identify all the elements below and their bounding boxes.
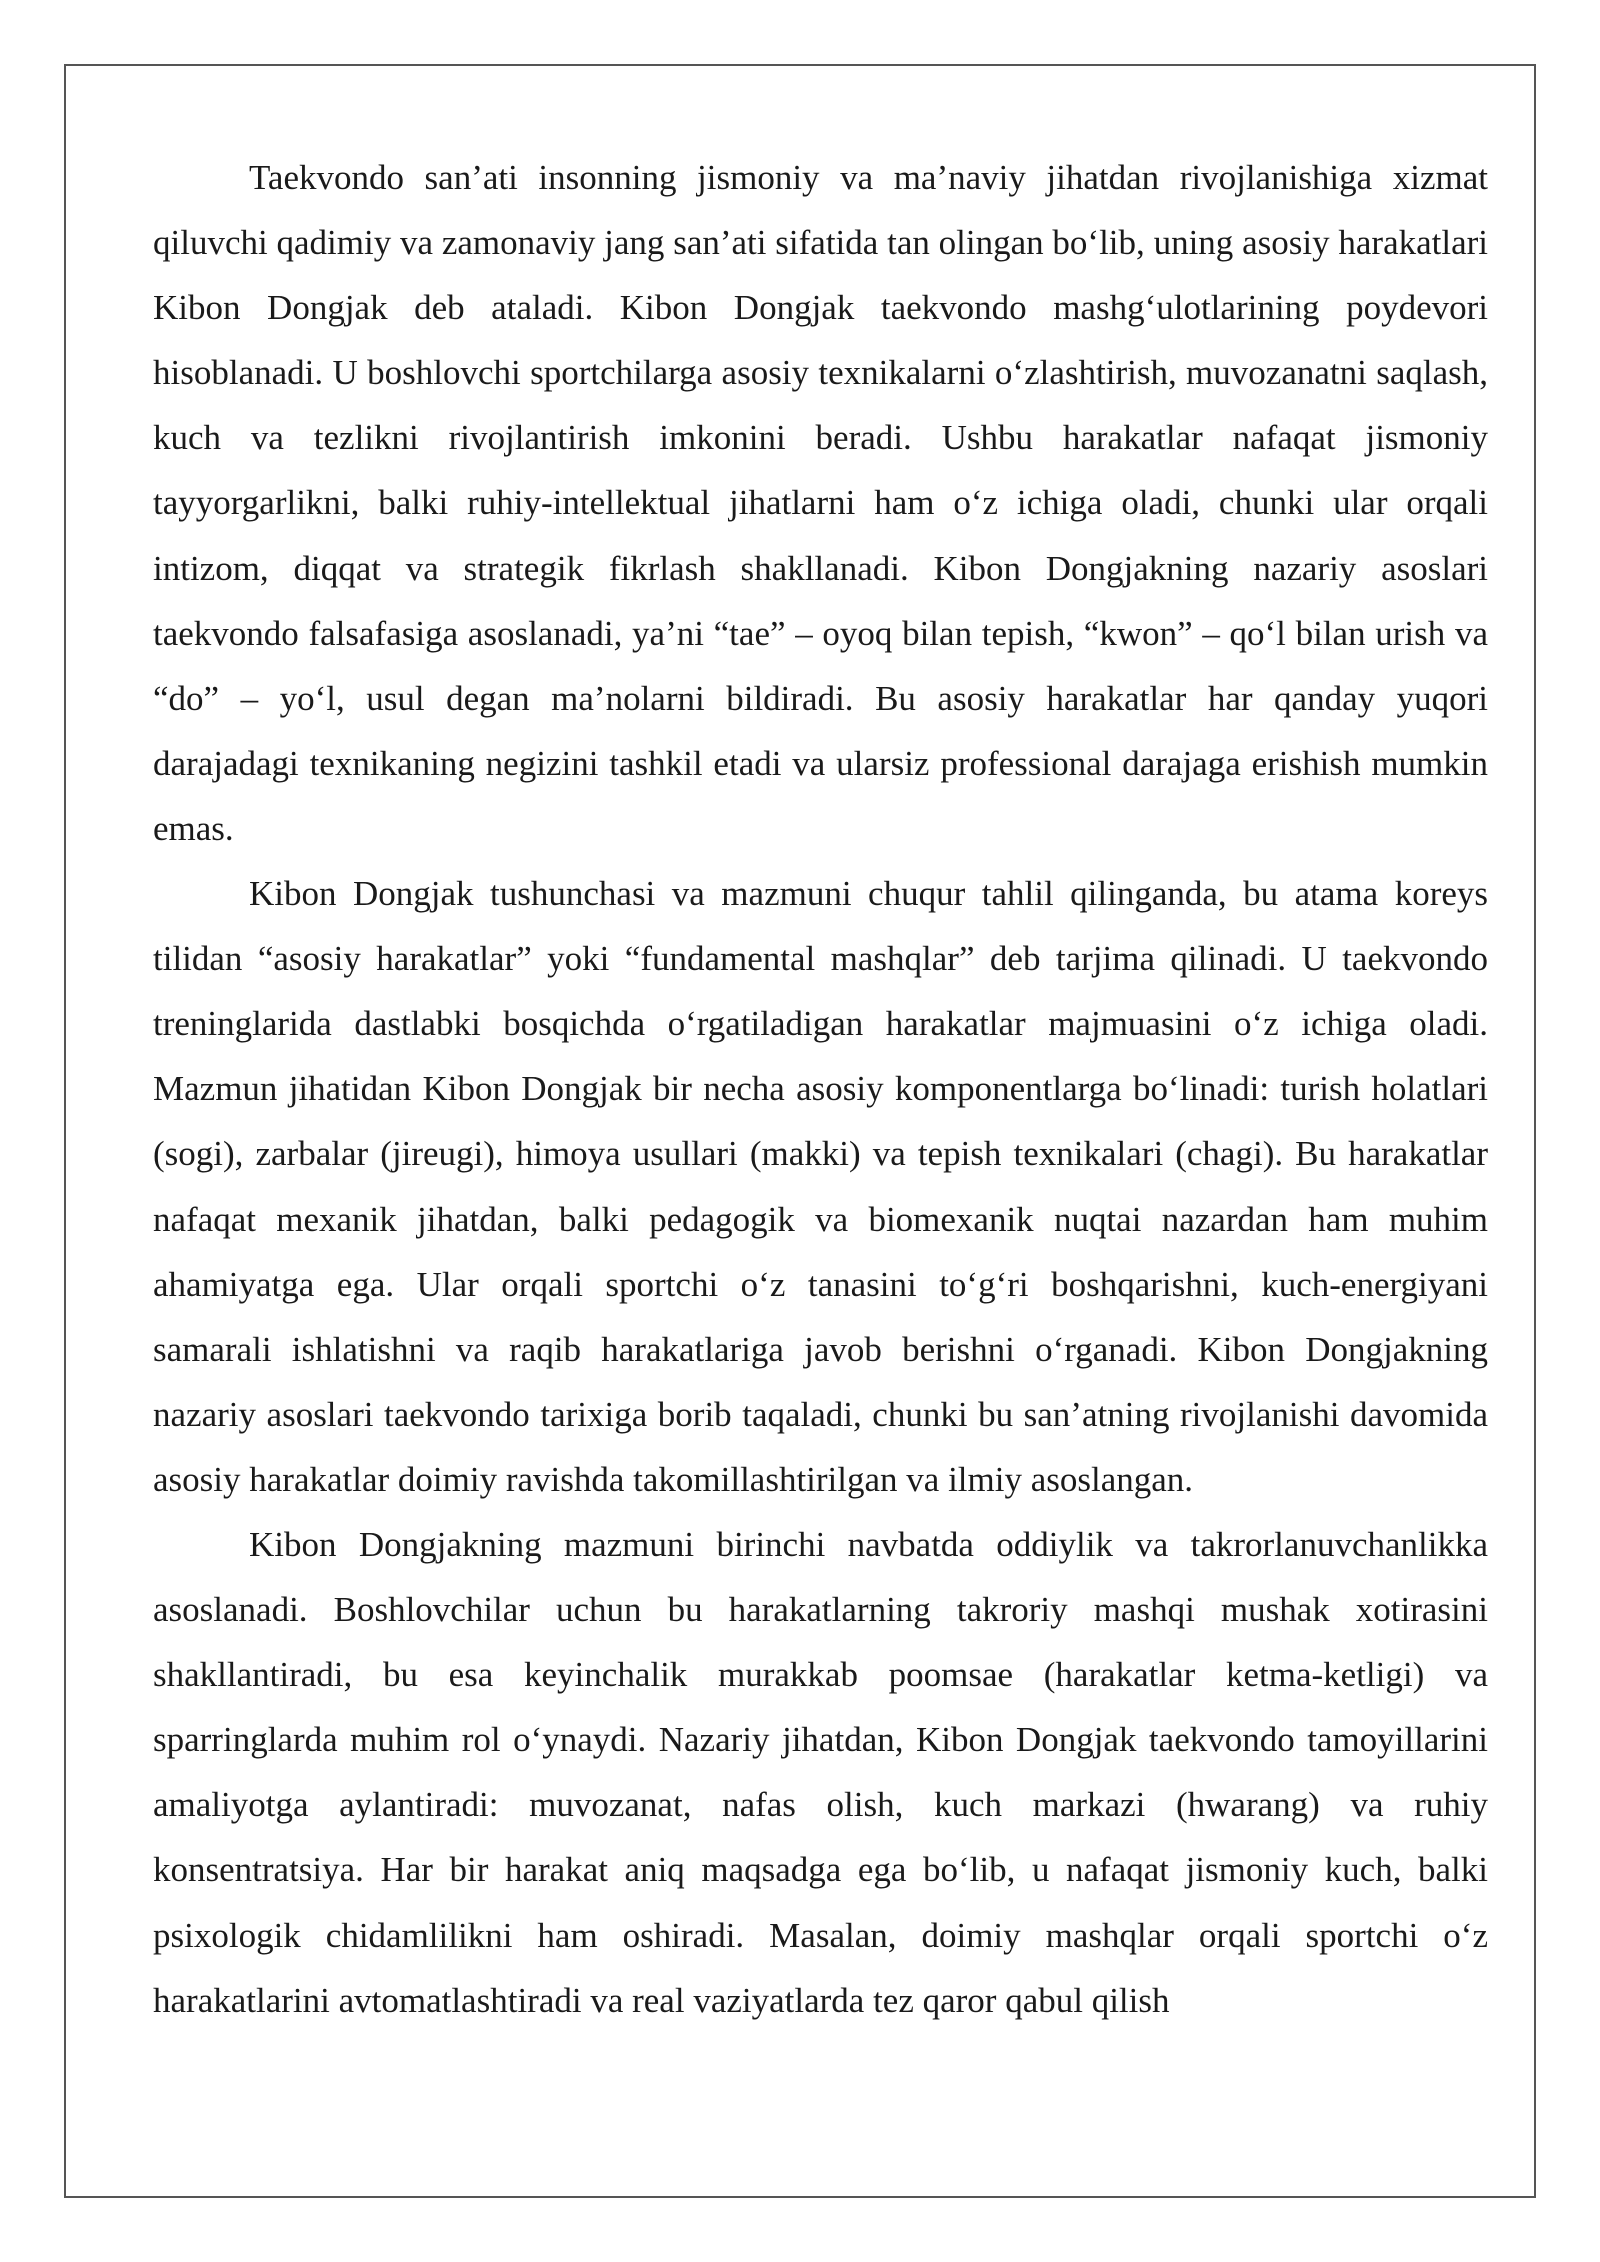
paragraph-3: Kibon Dongjakning mazmuni birinchi navbatda oddiylik va takrorlanuvchanlikka asoslanadi. Boshlovchilar uchun bu harakatlarning takroriy mashqi mushak xotirasini shakllantiradi, bu esa keyinchalik murakkab poomsae (harakatlar ketma-ketligi) va sparringlarda muhim rol o‘ynaydi. Nazariy jihatdan, Kibon Dongjak taekvondo tamoyillarini amaliyotga aylantiradi: muvozanat, nafas olish, kuch markazi (hwarang) va ruhiy konsentratsiya. Har bir harakat aniq maqsadga ega bo‘lib, u nafaqat jismoniy kuch, balki psixologik chidamlilikni ham oshiradi. Masalan, doimiy mashqlar orqali sportchi o‘z harakatlarini avtomatlashtiradi va real vaziyatlarda tez qaror qabul qilish	[153, 1524, 1488, 2020]
paragraph-2: Kibon Dongjak tushunchasi va mazmuni chuqur tahlil qilinganda, bu atama koreys tilidan “asosiy harakatlar” yoki “fundamental mashqlar” deb tarjima qilinadi. U taekvondo treninglarida dastlabki bosqichda o‘rgatiladigan harakatlar majmuasini o‘z ichiga oladi. Mazmun jihatidan Kibon Dongjak bir necha asosiy komponentlarga bo‘linadi: turish holatlari (sogi), zarbalar (jireugi), himoya usullari (makki) va tepish texnikalari (chagi). Bu harakatlar nafaqat mexanik jihatdan, balki pedagogik va biomexanik nuqtai nazardan ham muhim ahamiyatga ega. Ular orqali sportchi o‘z tanasini to‘g‘ri boshqarishni, kuch-energiyani samarali ishlatishni va raqib harakatlariga javob berishni o‘rganadi. Kibon Dongjakning nazariy asoslari taekvondo tarixiga borib taqaladi, chunki bu san’atning rivojlanishi davomida asosiy harakatlar doimiy ravishda takomillashtirilgan va ilmiy asoslangan.	[153, 874, 1488, 1499]
paragraph-1: Taekvondo san’ati insonning jismoniy va ma’naviy jihatdan rivojlanishiga xizmat qiluvchi qadimiy va zamonaviy jang san’ati sifatida tan olingan bo‘lib, uning asosiy harakatlari Kibon Dongjak deb ataladi. Kibon Dongjak taekvondo mashg‘ulotlarining poydevori hisoblanadi. U boshlovchi sportchilarga asosiy texnikalarni o‘zlashtirish, muvozanatni saqlash, kuch va tezlikni rivojlantirish imkonini beradi. Ushbu harakatlar nafaqat jismoniy tayyorgarlikni, balki ruhiy-intellektual jihatlarni ham o‘z ichiga oladi, chunki ular orqali intizom, diqqat va strategik fikrlash shakllanadi. Kibon Dongjakning nazariy asoslari taekvondo falsafasiga asoslanadi, ya’ni “tae” – oyoq bilan tepish, “kwon” – qo‘l bilan urish va “do” – yo‘l, usul degan ma’nolarni bildiradi. Bu asosiy harakatlar har qanday yuqori darajadagi texnikaning negizini tashkil etadi va ularsiz professional darajaga erishish mumkin emas.	[153, 158, 1488, 848]
document-body	[153, 145, 1488, 2033]
